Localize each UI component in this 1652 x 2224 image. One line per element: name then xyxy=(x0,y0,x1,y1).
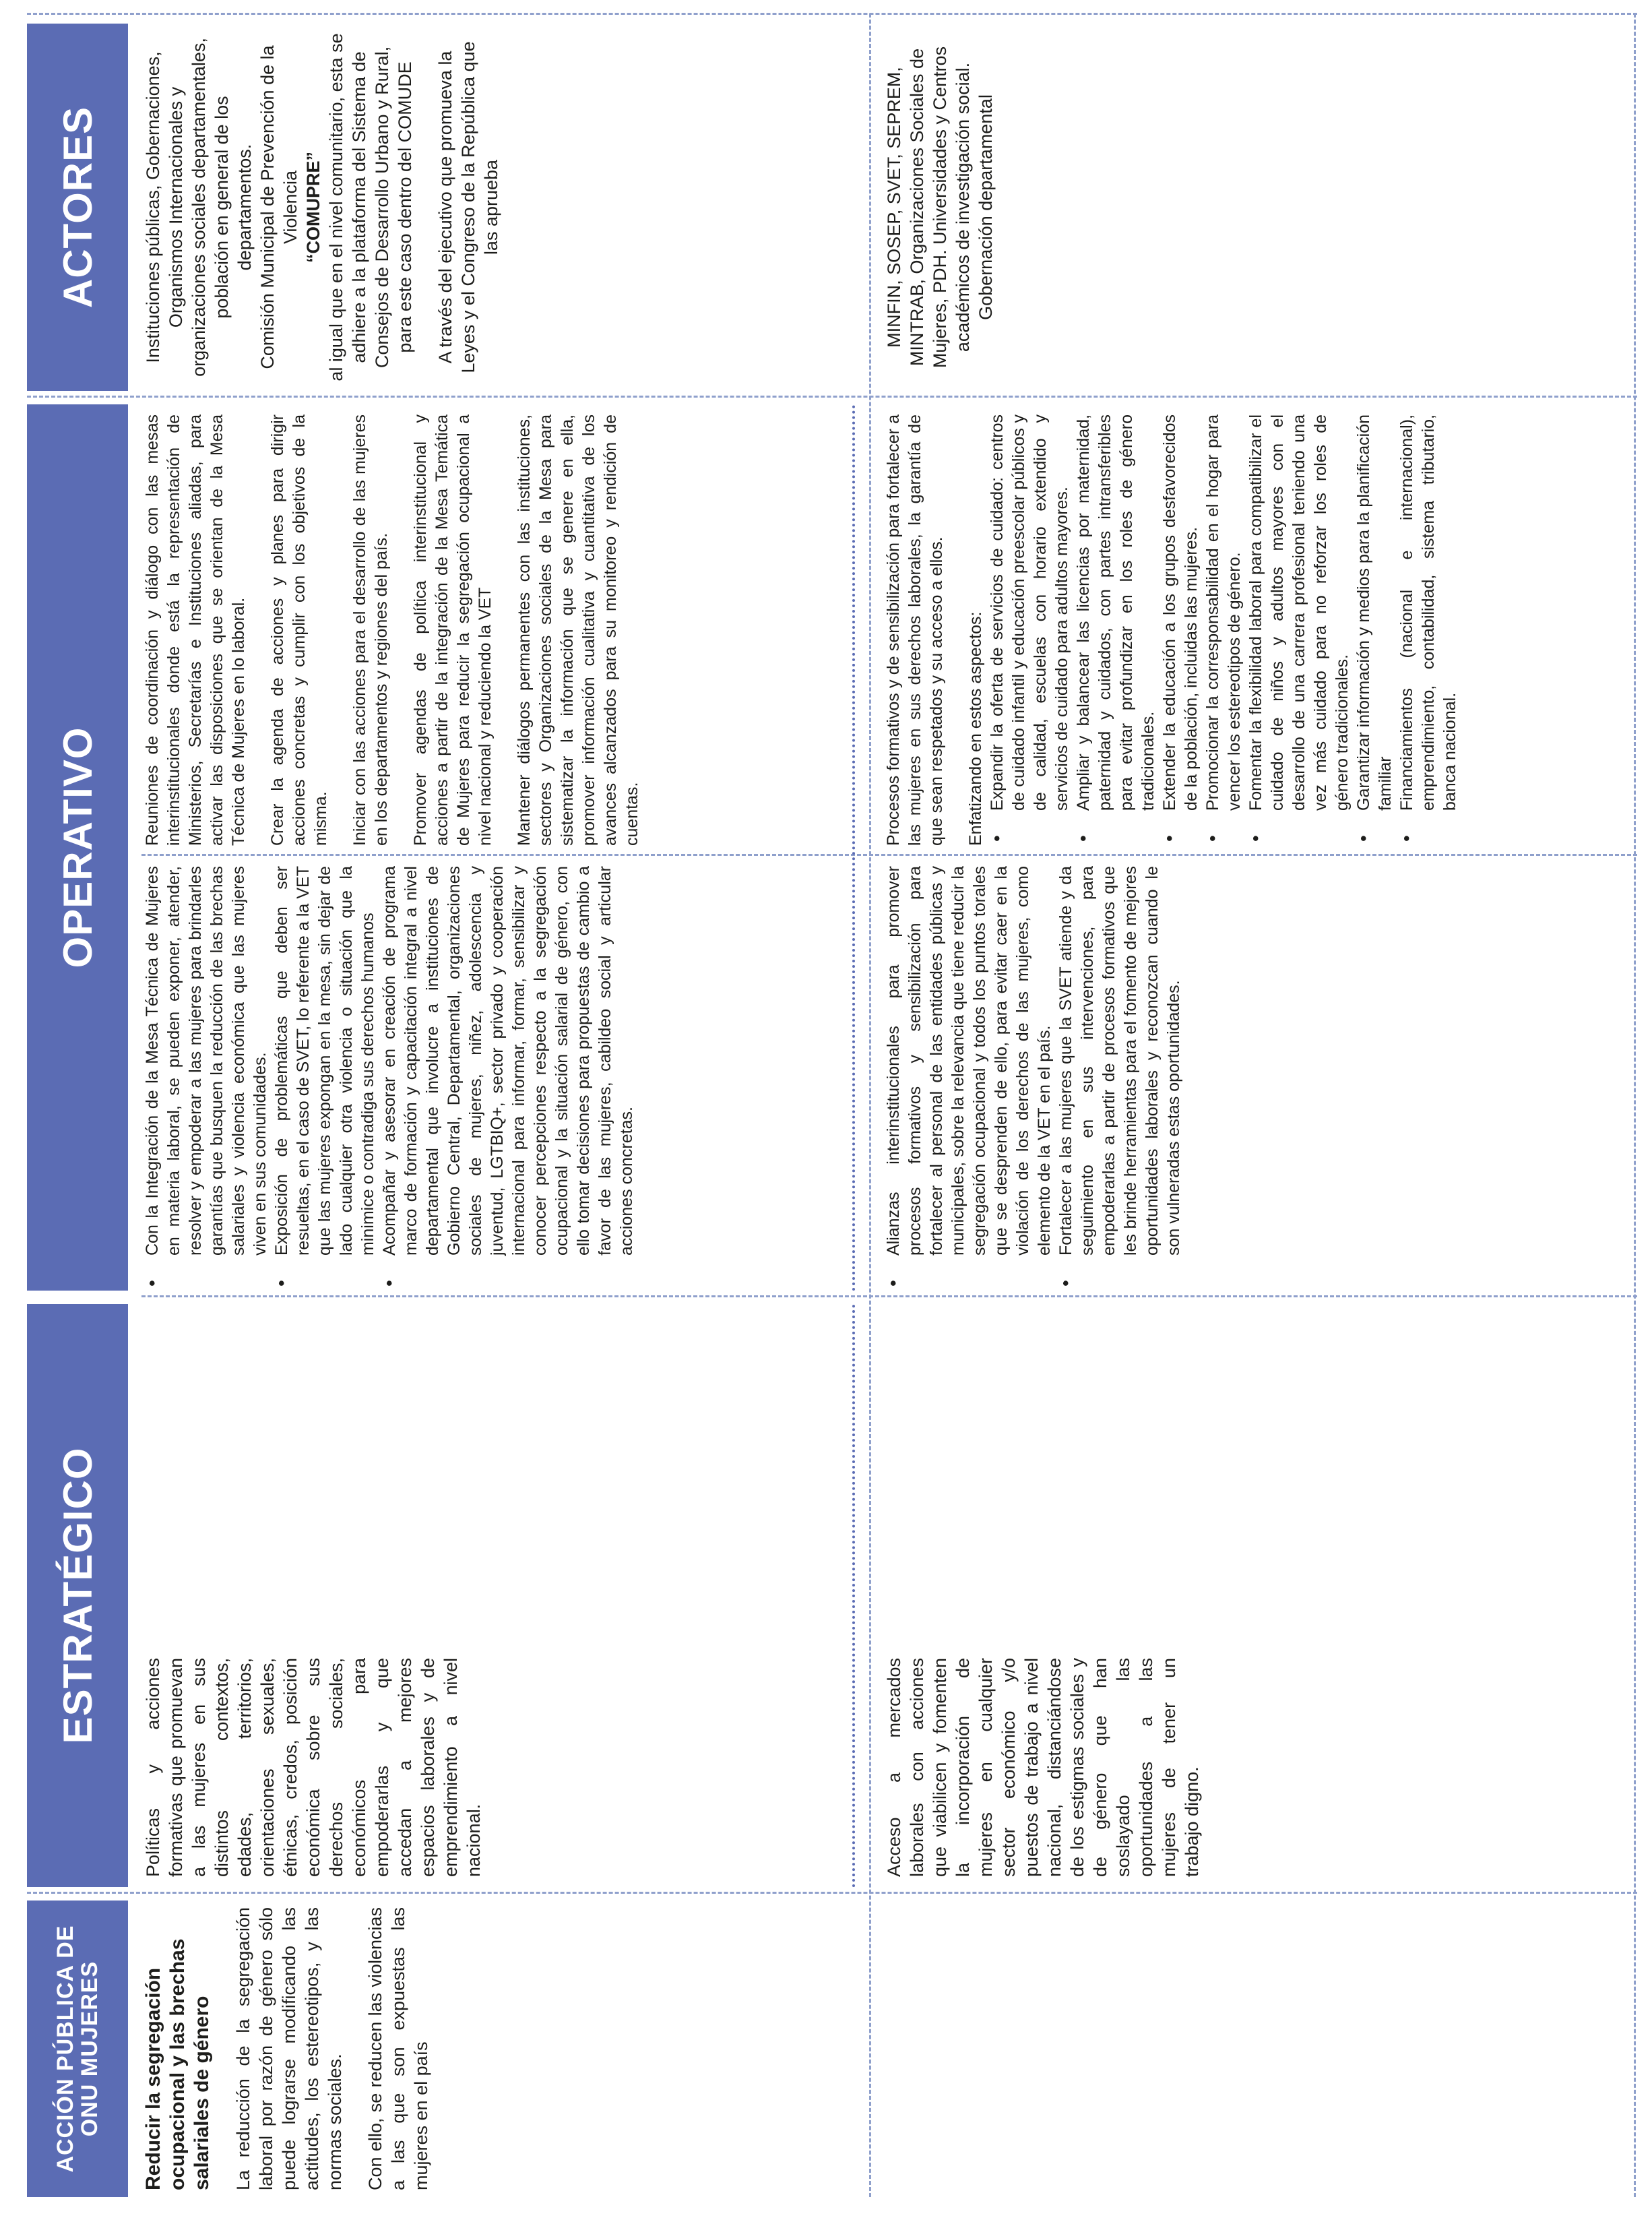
row1-accion-title: Reducir la segregación ocupacional y las brechas salariales de género xyxy=(142,1938,213,2190)
list-item: • Promocionar la corresponsabilidad en el hogar para vencer los estereotipos de género. xyxy=(1202,414,1245,846)
row2-operativo-p1: Procesos formativos y de sensibilización para fortalecer a las mujeres en sus derechos laborales, la garantía de que sean respetados y su acceso a ellos. xyxy=(884,414,946,846)
row2-operativo-bullets xyxy=(883,866,1184,1291)
list-item: • Ampliar y balancear las licencias por maternidad, paternidad y cuidados, con partes intransferibles para evitar profundizar en los roles de género tradicionales. xyxy=(1073,414,1159,846)
column-divider xyxy=(27,13,1637,15)
row1-operativo-p2: Crear la agenda de acciones y planes para dirigir acciones concretas y cumplir con los objetivos de la misma. xyxy=(268,414,330,846)
dotted-separator xyxy=(852,404,855,1291)
column-divider xyxy=(27,1892,1637,1894)
header-accion-line2: ONU MUJERES xyxy=(77,1960,102,2137)
list-item: • Fortalecer a las mujeres que la SVET atiende y da seguimiento en sus intervenciones, para empoderarlas a partir de procesos formativos que les brinde herramientas para el fomento de mejores oportunidades laborales y reconozcan cuando le son vulneradas estas oportunidades. xyxy=(1055,866,1184,1291)
row1-accion-cell xyxy=(141,1907,450,2190)
list-item: • Acompañar y asesorar en creación de programa marco de formación y capacitación integral a nivel departamental que involucre a instituciones de Gobierno Central, Departamental, organizaciones sociales de mujeres, niñez, adolescencia y juventud, LGTBIQ+, sector privado y cooperación internacional para informar, formar, sensibilizar y conocer percepciones respecto a la segregación ocupacional y la situación salarial de género, con ello tomar decisiones para propuestas de cambio a favor de las mujeres, cabildeo social y articular acciones concretas. xyxy=(379,866,637,1291)
list-item: • Expandir la oferta de servicios de cuidado: centros de cuidado infantil y educación preescolar públicos y de calidad, escuelas con horario extendido y servicios de cuidado para adultos mayores. xyxy=(986,414,1073,846)
row1-actores-comupre: “COMUPRE” xyxy=(303,152,323,264)
row2-actores-cell xyxy=(883,30,997,384)
list-item: • Exposición de problemáticas que deben ser resueltas, en el caso de SVET, lo referente a la VET que las mujeres expongan en la mesa, sin dejar de lado cualquier otra violencia o situación que la minimice o contradiga sus derechos humanos xyxy=(271,866,379,1291)
dotted-separator xyxy=(852,1304,855,1887)
row2-estrategico-cell xyxy=(883,1658,1203,1877)
row2-actores-text: MINFIN, SOSEP, SVET, SEPREM, MINTRAB, Organizaciones Sociales de Mujeres, PDH. Universidades y Centros académicos de investigación social. Gobernación departamental xyxy=(884,46,996,369)
row1-operativo-paragraphs xyxy=(141,414,660,846)
row1-accion-p2: Con ello, se reducen las violencias a las que son expuestas las mujeres en el país xyxy=(365,1907,431,2190)
row2-operativo-paragraphs xyxy=(883,414,1461,846)
header-actores: ACTORES xyxy=(27,24,128,391)
list-item: • Financiamientos (nacional e internacional), emprendimiento, contabilidad, sistema tributario, banca nacional. xyxy=(1396,414,1461,846)
row2-operativo-intro: Enfatizando en estos aspectos: xyxy=(966,611,985,846)
header-operativo: OPERATIVO xyxy=(27,404,128,1291)
column-divider xyxy=(141,854,1637,856)
row2-estrategico-text: Acceso a mercados laborales con acciones que viabilicen y fomenten la incorporación de mujeres en cualquier sector económico y/o puestos de trabajo a nivel nacional, distanciándose de los estigmas sociales y de género que han soslayado las oportunidades a las mujeres de tener un trabajo digno. xyxy=(884,1658,1202,1877)
column-divider xyxy=(27,396,1637,398)
row1-operativo-bullets xyxy=(141,866,637,1291)
row1-actores-b1: Comisión Municipal de Prevención de la Violencia xyxy=(257,45,300,369)
row1-actores-a: Instituciones públicas, Gobernaciones, Organismos Internacionales y organizaciones sociales departamentales, población en general de los departamentos. xyxy=(143,38,255,377)
row1-operativo-p5: Mantener diálogos permanentes con las instituciones, sectores y Organizaciones sociales de la Mesa para sistematizar la información que se genere en ella, promover información cualitativa y cuantitativa de los avances alcanzados para su monitoreo y rendición de cuentas. xyxy=(515,414,641,846)
row1-estrategico-text: Políticas y acciones formativas que promuevan a las mujeres en sus distintos contextos, edades, territorios, orientaciones sexuales, étnicas, credos, posición económica sobre sus derechos sociales, económicos para empoderarlas y que accedan a mejores espacios laborales y de emprendimiento a nivel nacional. xyxy=(143,1658,484,1877)
row1-actores-c: A través del ejecutivo que promueva la Leyes y el Congreso de la República que las aprueba xyxy=(435,41,501,373)
list-item: • Alianzas interinstitucionales para promover procesos formativos y sensibilización para fortalecer al personal de las entidades públicas y municipales, sobre la relevancia que tiene reducir la segregación ocupacional y todos los puntos torales que se desprenden de ello, para evitar caer en la violación de los derechos de las mujeres, como elemento de la VET en el país. xyxy=(883,866,1055,1291)
row1-actores-cell xyxy=(141,30,520,384)
row1-operativo-p1: Reuniones de coordinación y diálogo con las mesas interinstitucionales donde está la representación de Ministerios, Secretarías e Instituciones aliadas, para activar las disposiciones que se orientan de la Mesa Técnica de Mujeres en lo laboral. xyxy=(143,414,248,846)
row1-operativo-p4: Promover agendas de política interinstitucional y acciones a partir de la integración de la Mesa Temática de Mujeres para reducir la segregación ocupacional a nivel nacional y reduciendo la VET xyxy=(411,414,495,846)
header-estrategico: ESTRATÉGICO xyxy=(27,1304,128,1887)
row-divider xyxy=(1634,13,1636,2197)
row1-accion-p1: La reducción de la segregación laboral por razón de género sólo puede lograrse modificando las actitudes, los estereotipos, y las normas sociales. xyxy=(233,1907,345,2190)
row-divider xyxy=(869,13,871,2197)
header-accion-publica xyxy=(27,1901,128,2197)
row1-estrategico-cell xyxy=(141,1658,485,1877)
header-accion-line1: ACCIÓN PÚBLICA DE xyxy=(53,1925,78,2173)
column-divider xyxy=(141,1295,1637,1297)
row1-operativo-p3: Iniciar con las acciones para el desarrollo de las mujeres en los departamentos y regiones del país. xyxy=(350,414,391,846)
list-item: • Garantizar información y medios para la planificación familiar xyxy=(1353,414,1396,846)
list-item: • Fomentar la flexibilidad laboral para compatibilizar el cuidado de niños y adultos mayores con el desarrollo de una carrera profesional teniendo una vez más cuidado para no reforzar los roles de género tradicionales. xyxy=(1245,414,1353,846)
list-item: • Con la Integración de la Mesa Técnica de Mujeres en materia laboral, se pueden exponer, atender, resolver y empoderar a las mujeres para brindarles garantías que busquen la reducción de las brechas salariales y violencia económica que las mujeres viven en sus comunidades. xyxy=(141,866,271,1291)
row1-actores-b2: al igual que en el nivel comunitario, esta se adhiere a la plataforma del Sistema de Consejos de Desarrollo Urbano y Rural, para este caso dentro del COMUDE xyxy=(326,33,415,381)
list-item: • Extender la educación a los grupos desfavorecidos de la población, incluidas las mujeres. xyxy=(1159,414,1202,846)
